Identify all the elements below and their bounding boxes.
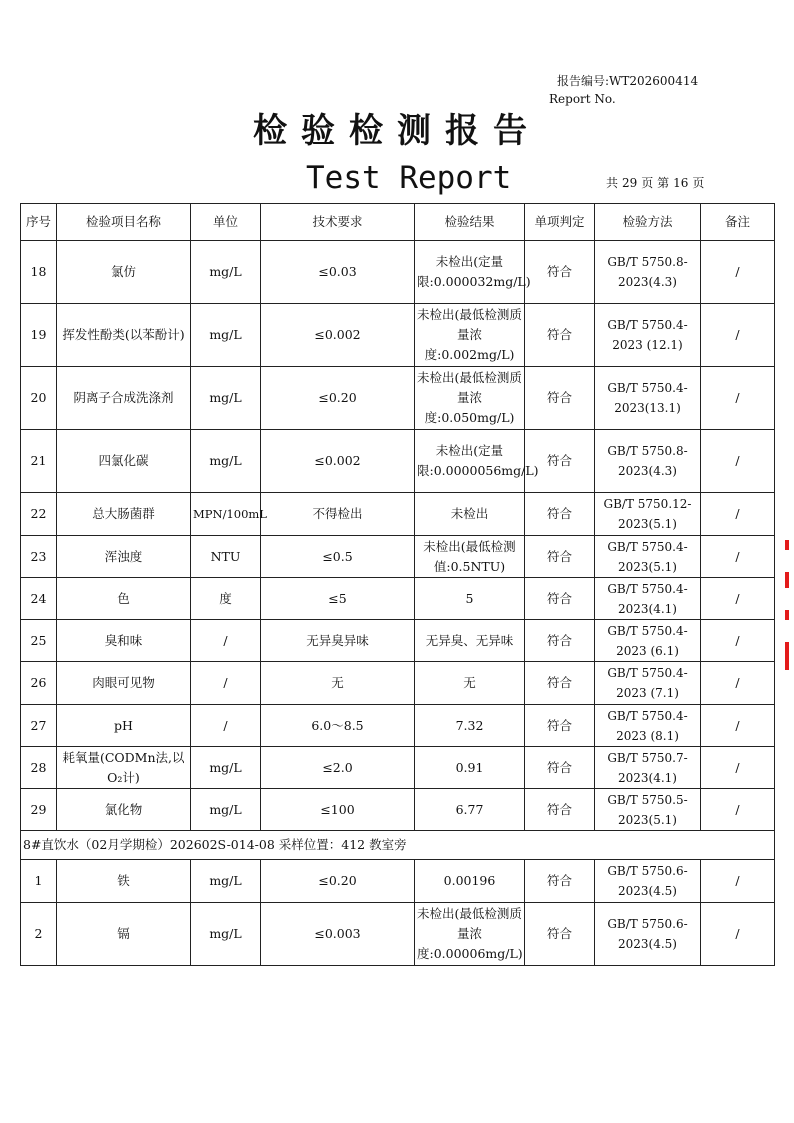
cell-no: 2 xyxy=(21,903,57,966)
cell-no: 27 xyxy=(21,705,57,747)
cell-no: 28 xyxy=(21,747,57,789)
cell-result: 无 xyxy=(415,662,525,705)
cell-requirement: ≤0.20 xyxy=(261,367,415,430)
cell-no: 29 xyxy=(21,789,57,831)
cell-method: GB/T 5750.5-2023(5.1) xyxy=(595,789,701,831)
page-count-total: 29 xyxy=(622,176,638,190)
cell-unit: / xyxy=(191,705,261,747)
cell-unit: mg/L xyxy=(191,241,261,304)
cell-method: GB/T 5750.6-2023(4.5) xyxy=(595,860,701,903)
cell-no: 19 xyxy=(21,304,57,367)
col-header-unit: 单位 xyxy=(191,204,261,241)
cell-requirement: 不得检出 xyxy=(261,493,415,536)
cell-item: 浑浊度 xyxy=(57,536,191,578)
col-header-no: 序号 xyxy=(21,204,57,241)
col-header-requirement: 技术要求 xyxy=(261,204,415,241)
cell-method: GB/T 5750.4-2023(13.1) xyxy=(595,367,701,430)
sample-group-label: 8#直饮水（02月学期检）202602S-014-08 采样位置：412 教室旁 xyxy=(21,831,775,860)
page-count-pre: 共 xyxy=(606,176,619,190)
table-row xyxy=(21,662,775,705)
cell-no: 20 xyxy=(21,367,57,430)
results-table xyxy=(20,203,775,966)
table-header-row xyxy=(21,204,775,241)
cell-item: 耗氧量(CODMn法,以O₂计) xyxy=(57,747,191,789)
cell-no: 24 xyxy=(21,578,57,620)
cell-requirement: ≤0.002 xyxy=(261,304,415,367)
table-group-row xyxy=(21,831,775,860)
cell-method: GB/T 5750.12-2023(5.1) xyxy=(595,493,701,536)
cell-remark: / xyxy=(701,789,775,831)
table-row xyxy=(21,430,775,493)
table-row xyxy=(21,789,775,831)
cell-judgement: 符合 xyxy=(525,304,595,367)
cell-remark: / xyxy=(701,662,775,705)
cell-no: 23 xyxy=(21,536,57,578)
page-count-post: 页 xyxy=(692,176,705,190)
page-title: 检验检测报告 xyxy=(253,111,541,151)
table-row xyxy=(21,620,775,662)
cell-no: 22 xyxy=(21,493,57,536)
cell-unit: mg/L xyxy=(191,367,261,430)
cell-judgement: 符合 xyxy=(525,493,595,536)
cell-method: GB/T 5750.6-2023(4.5) xyxy=(595,903,701,966)
cell-remark: / xyxy=(701,241,775,304)
table-row xyxy=(21,367,775,430)
report-no-label-en: Report No. xyxy=(549,92,616,106)
cell-requirement: 无 xyxy=(261,662,415,705)
cell-judgement: 符合 xyxy=(525,903,595,966)
report-no-label: 报告编号: xyxy=(557,74,610,88)
col-header-result: 检验结果 xyxy=(415,204,525,241)
cell-method: GB/T 5750.8-2023(4.3) xyxy=(595,430,701,493)
cell-item: 色 xyxy=(57,578,191,620)
cell-judgement: 符合 xyxy=(525,367,595,430)
seal-mark xyxy=(785,642,789,670)
cell-remark: / xyxy=(701,705,775,747)
cell-item: 氯仿 xyxy=(57,241,191,304)
cell-remark: / xyxy=(701,620,775,662)
cell-remark: / xyxy=(701,578,775,620)
table-row xyxy=(21,860,775,903)
cell-requirement: ≤0.03 xyxy=(261,241,415,304)
page-count-current: 16 xyxy=(673,176,689,190)
cell-judgement: 符合 xyxy=(525,705,595,747)
cell-requirement: ≤2.0 xyxy=(261,747,415,789)
table-row xyxy=(21,747,775,789)
cell-item: 四氯化碳 xyxy=(57,430,191,493)
cell-judgement: 符合 xyxy=(525,620,595,662)
seal-mark xyxy=(785,572,789,588)
cell-requirement: ≤0.002 xyxy=(261,430,415,493)
cell-judgement: 符合 xyxy=(525,241,595,304)
table-row xyxy=(21,304,775,367)
table-row xyxy=(21,903,775,966)
cell-no: 1 xyxy=(21,860,57,903)
cell-unit: mg/L xyxy=(191,903,261,966)
cell-method: GB/T 5750.8-2023(4.3) xyxy=(595,241,701,304)
cell-remark: / xyxy=(701,304,775,367)
cell-unit: mg/L xyxy=(191,860,261,903)
cell-no: 25 xyxy=(21,620,57,662)
cell-judgement: 符合 xyxy=(525,747,595,789)
cell-unit: / xyxy=(191,620,261,662)
cell-judgement: 符合 xyxy=(525,860,595,903)
cell-remark: / xyxy=(701,493,775,536)
table-row xyxy=(21,578,775,620)
cell-unit: mg/L xyxy=(191,789,261,831)
cell-unit: / xyxy=(191,662,261,705)
table-row xyxy=(21,705,775,747)
cell-method: GB/T 5750.4-2023(5.1) xyxy=(595,536,701,578)
cell-requirement: ≤0.003 xyxy=(261,903,415,966)
col-header-method: 检验方法 xyxy=(595,204,701,241)
table-row xyxy=(21,241,775,304)
page-title-en: Test Report xyxy=(306,160,512,196)
cell-requirement: ≤0.5 xyxy=(261,536,415,578)
cell-result: 未检出(定量限:0.000032mg/L) xyxy=(415,241,525,304)
cell-item: 肉眼可见物 xyxy=(57,662,191,705)
cell-no: 26 xyxy=(21,662,57,705)
cell-requirement: 6.0～8.5 xyxy=(261,705,415,747)
cell-result: 7.32 xyxy=(415,705,525,747)
table-row xyxy=(21,493,775,536)
cell-method: GB/T 5750.4-2023 (7.1) xyxy=(595,662,701,705)
report-number xyxy=(549,72,698,108)
cell-result: 未检出 xyxy=(415,493,525,536)
cell-remark: / xyxy=(701,367,775,430)
cell-result: 5 xyxy=(415,578,525,620)
cell-item: 铁 xyxy=(57,860,191,903)
cell-unit: mg/L xyxy=(191,304,261,367)
cell-item: 阴离子合成洗涤剂 xyxy=(57,367,191,430)
cell-item: pH xyxy=(57,705,191,747)
cell-item: 氯化物 xyxy=(57,789,191,831)
cell-judgement: 符合 xyxy=(525,578,595,620)
col-header-judgement: 单项判定 xyxy=(525,204,595,241)
col-header-remark: 备注 xyxy=(701,204,775,241)
page-count xyxy=(606,173,708,193)
cell-item: 挥发性酚类(以苯酚计) xyxy=(57,304,191,367)
cell-remark: / xyxy=(701,860,775,903)
cell-remark: / xyxy=(701,430,775,493)
cell-item: 臭和味 xyxy=(57,620,191,662)
cell-requirement: ≤5 xyxy=(261,578,415,620)
cell-result: 未检出(最低检测质量浓度:0.050mg/L) xyxy=(415,367,525,430)
cell-judgement: 符合 xyxy=(525,536,595,578)
cell-judgement: 符合 xyxy=(525,789,595,831)
cell-judgement: 符合 xyxy=(525,662,595,705)
cell-unit: mg/L xyxy=(191,747,261,789)
cell-method: GB/T 5750.7-2023(4.1) xyxy=(595,747,701,789)
cell-remark: / xyxy=(701,536,775,578)
seal-mark xyxy=(785,540,789,550)
cell-unit: NTU xyxy=(191,536,261,578)
cell-unit: 度 xyxy=(191,578,261,620)
seal-edge-marks xyxy=(785,540,794,692)
cell-no: 21 xyxy=(21,430,57,493)
cell-item: 总大肠菌群 xyxy=(57,493,191,536)
cell-method: GB/T 5750.4-2023 (6.1) xyxy=(595,620,701,662)
cell-requirement: 无异臭异味 xyxy=(261,620,415,662)
cell-result: 未检出(定量限:0.0000056mg/L) xyxy=(415,430,525,493)
cell-result: 未检出(最低检测质量浓度:0.002mg/L) xyxy=(415,304,525,367)
seal-mark xyxy=(785,610,789,620)
cell-result: 无异臭、无异味 xyxy=(415,620,525,662)
cell-method: GB/T 5750.4-2023 (8.1) xyxy=(595,705,701,747)
cell-no: 18 xyxy=(21,241,57,304)
cell-method: GB/T 5750.4-2023(4.1) xyxy=(595,578,701,620)
report-no-value: WT202600414 xyxy=(609,74,699,88)
cell-unit: mg/L xyxy=(191,430,261,493)
cell-method: GB/T 5750.4-2023 (12.1) xyxy=(595,304,701,367)
col-header-item: 检验项目名称 xyxy=(57,204,191,241)
cell-result: 未检出(最低检测质量浓度:0.00006mg/L) xyxy=(415,903,525,966)
cell-remark: / xyxy=(701,747,775,789)
cell-result: 0.91 xyxy=(415,747,525,789)
cell-unit: MPN/100mL xyxy=(191,493,261,536)
table-row xyxy=(21,536,775,578)
cell-requirement: ≤0.20 xyxy=(261,860,415,903)
page-count-mid: 页 第 xyxy=(641,176,670,190)
cell-remark: / xyxy=(701,903,775,966)
cell-result: 未检出(最低检测值:0.5NTU) xyxy=(415,536,525,578)
cell-item: 镉 xyxy=(57,903,191,966)
cell-requirement: ≤100 xyxy=(261,789,415,831)
cell-judgement: 符合 xyxy=(525,430,595,493)
cell-result: 6.77 xyxy=(415,789,525,831)
cell-result: 0.00196 xyxy=(415,860,525,903)
